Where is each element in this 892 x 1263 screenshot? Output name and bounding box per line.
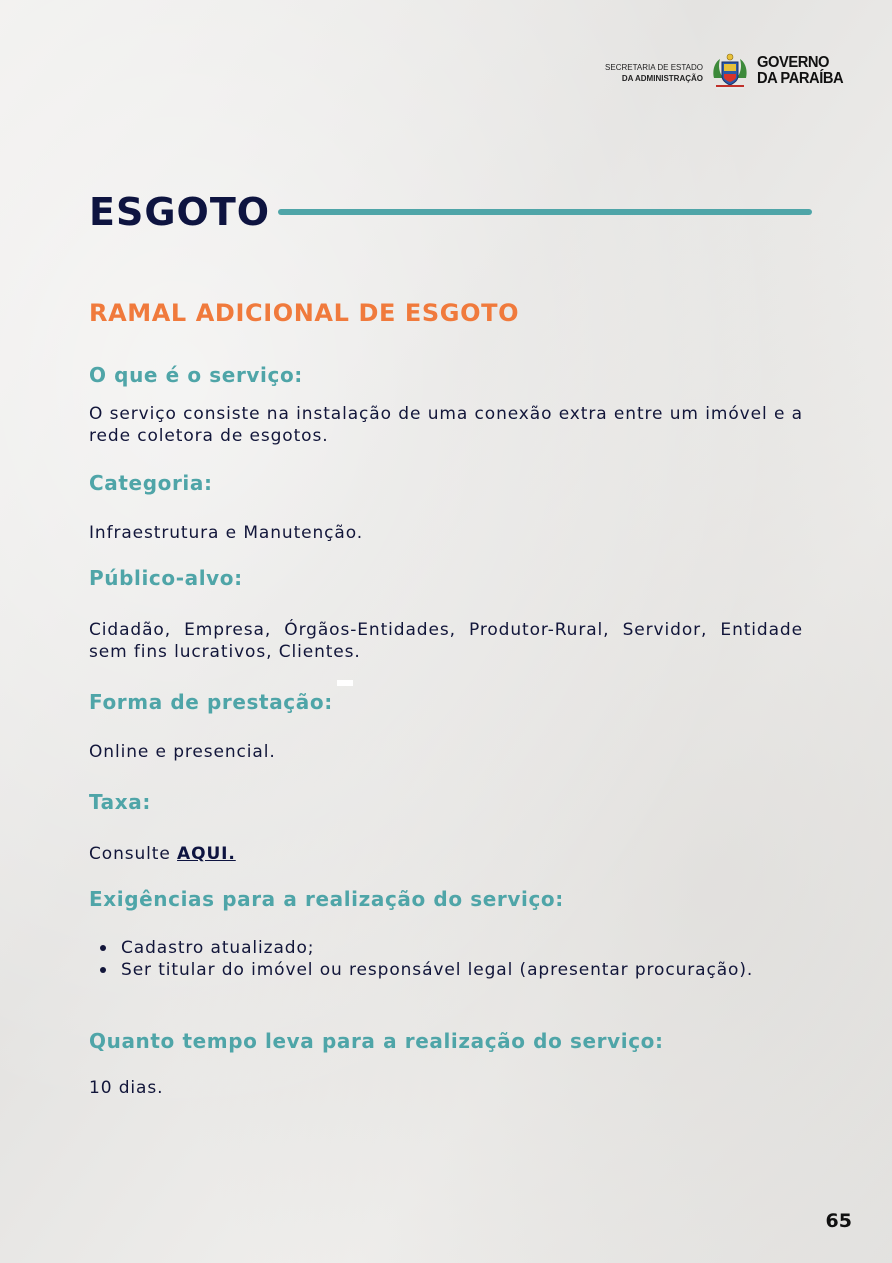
governo-line-1: GOVERNO bbox=[757, 54, 830, 71]
service-title: RAMAL ADICIONAL DE ESGOTO bbox=[89, 299, 520, 327]
section-heading-what: O que é o serviço: bbox=[89, 363, 303, 387]
governo-line-2: DA PARAÍBA bbox=[757, 70, 844, 87]
section-heading-requirements: Exigências para a realização do serviço: bbox=[89, 887, 564, 911]
section-heading-category: Categoria: bbox=[89, 471, 213, 495]
secretaria-label bbox=[600, 62, 703, 84]
governo-wordmark bbox=[757, 55, 843, 87]
requirements-list bbox=[89, 937, 803, 981]
section-heading-audience: Público-alvo: bbox=[89, 566, 243, 590]
secretaria-line-1: SECRETARIA DE ESTADO bbox=[605, 63, 703, 72]
section-text-fee bbox=[89, 843, 803, 865]
fee-prefix: Consulte bbox=[89, 844, 171, 864]
page-title: ESGOTO bbox=[89, 190, 271, 234]
section-text-audience: Cidadão, Empresa, Órgãos-Entidades, Produtor-Rural, Servidor, Entidade sem fins lucrativos, Clientes. bbox=[89, 620, 803, 662]
bullet-icon bbox=[100, 967, 106, 973]
section-heading-fee: Taxa: bbox=[89, 790, 151, 814]
section-heading-delivery: Forma de prestação: bbox=[89, 690, 333, 714]
government-logo bbox=[600, 50, 845, 94]
section-text-time: 10 dias. bbox=[89, 1078, 164, 1098]
section-text-delivery: Online e presencial. bbox=[89, 742, 276, 762]
bullet-icon bbox=[100, 945, 106, 951]
page-number: 65 bbox=[825, 1210, 852, 1232]
white-mark bbox=[337, 680, 353, 686]
title-divider bbox=[278, 209, 812, 215]
list-item bbox=[89, 959, 803, 981]
section-text-what: O serviço consiste na instalação de uma conexão extra entre um imóvel e a rede coletora de esgotos. bbox=[89, 404, 803, 446]
paraiba-coat-of-arms-icon bbox=[710, 52, 750, 92]
section-heading-time: Quanto tempo leva para a realização do serviço: bbox=[89, 1029, 664, 1053]
section-text-category: Infraestrutura e Manutenção. bbox=[89, 523, 364, 543]
list-item-text: Ser titular do imóvel ou responsável legal (apresentar procuração). bbox=[121, 960, 754, 980]
fee-link[interactable]: AQUI. bbox=[177, 844, 236, 864]
title-row bbox=[89, 188, 813, 236]
secretaria-line-2: DA ADMINISTRAÇÃO bbox=[621, 74, 703, 83]
list-item-text: Cadastro atualizado; bbox=[121, 938, 315, 958]
list-item bbox=[89, 937, 803, 959]
